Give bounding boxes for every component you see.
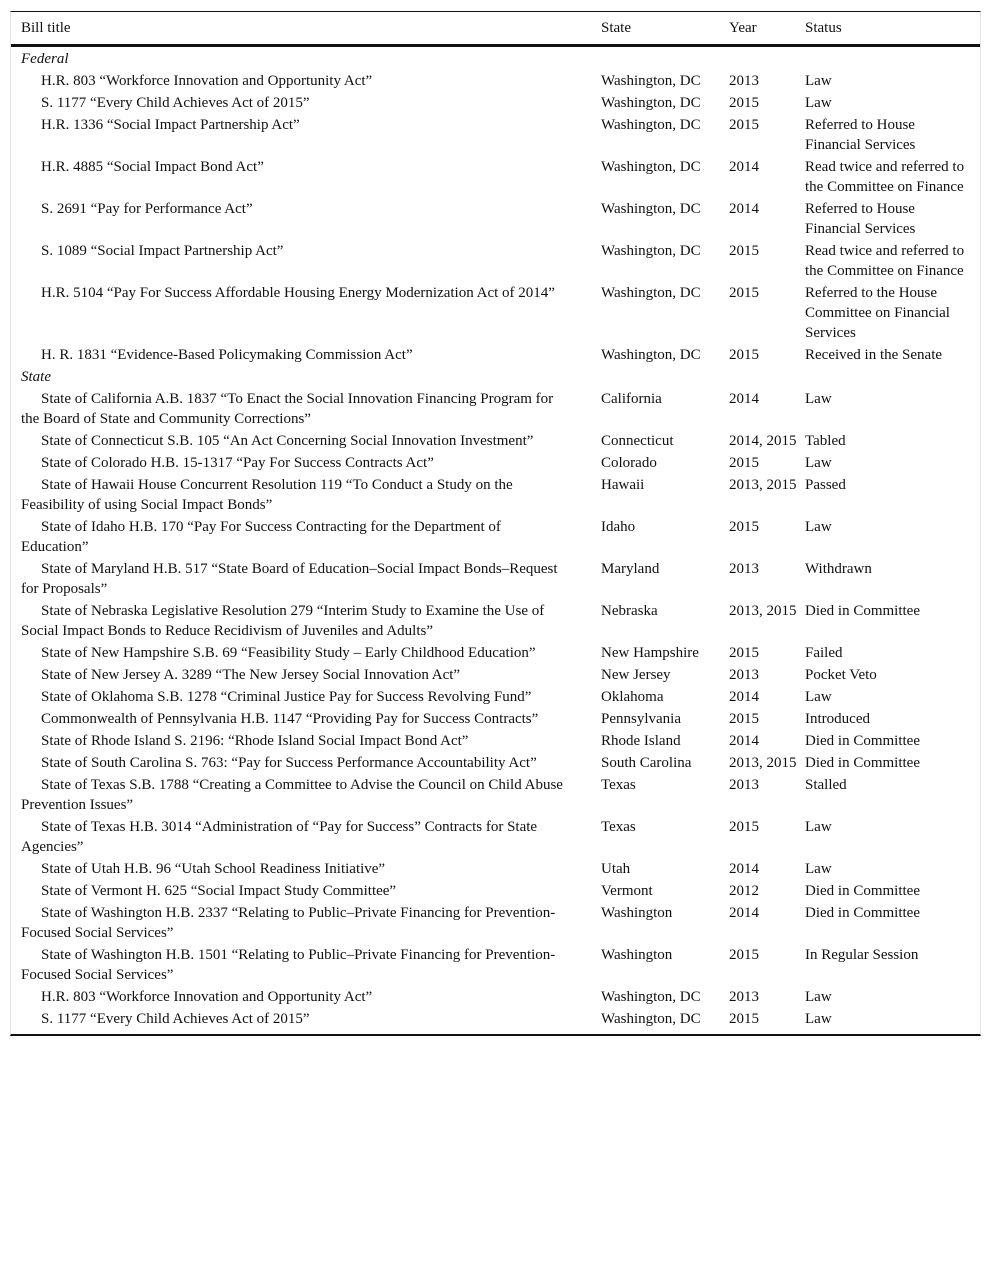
table-row xyxy=(11,70,980,92)
bill-title-cell: State of South Carolina S. 763: “Pay for Success Performance Accountability Act” xyxy=(41,755,537,771)
bill-title-cell: State of Rhode Island S. 2196: “Rhode Island Social Impact Bond Act” xyxy=(41,733,469,749)
state-cell: Maryland xyxy=(601,561,660,577)
bill-title-cell: H. R. 1831 “Evidence-Based Policymaking Commission Act” xyxy=(41,347,413,363)
bill-title-cell: State of Texas H.B. 3014 “Administration of “Pay for Success” Contracts for State Agencies” xyxy=(21,819,538,855)
state-cell: Pennsylvania xyxy=(601,711,681,727)
section-row-state xyxy=(11,366,980,388)
year-cell: 2015 xyxy=(729,819,759,835)
state-cell: Vermont xyxy=(601,883,653,899)
state-cell: Texas xyxy=(601,777,636,793)
state-cell: Washington, DC xyxy=(601,285,701,301)
table-row xyxy=(11,1008,980,1034)
table-row xyxy=(11,114,980,156)
table-row xyxy=(11,816,980,858)
section-label: State xyxy=(21,369,51,385)
table-row xyxy=(11,558,980,600)
table-row xyxy=(11,752,980,774)
table-row xyxy=(11,282,980,344)
year-cell: 2015 xyxy=(729,117,759,133)
state-cell: Washington, DC xyxy=(601,73,701,89)
state-cell: New Hampshire xyxy=(601,645,699,661)
state-cell: Oklahoma xyxy=(601,689,664,705)
state-cell: Washington, DC xyxy=(601,117,701,133)
year-cell: 2014 xyxy=(729,201,759,217)
year-cell: 2013 xyxy=(729,667,759,683)
bill-title-cell: State of Maryland H.B. 517 “State Board of Education–Social Impact Bonds–Request for Proposals” xyxy=(21,561,558,597)
state-cell: Utah xyxy=(601,861,631,877)
state-cell: Colorado xyxy=(601,455,657,471)
year-cell: 2013 xyxy=(729,561,759,577)
table-row xyxy=(11,686,980,708)
year-cell: 2014, 2015 xyxy=(729,433,797,449)
bill-title-cell: State of Connecticut S.B. 105 “An Act Concerning Social Innovation Investment” xyxy=(41,433,534,449)
header-row xyxy=(11,12,980,46)
table-row xyxy=(11,944,980,986)
status-cell: Died in Committee xyxy=(805,755,920,771)
status-cell: Died in Committee xyxy=(805,883,920,899)
state-cell: Washington, DC xyxy=(601,159,701,175)
table-row xyxy=(11,388,980,430)
state-cell: Nebraska xyxy=(601,603,658,619)
bill-title-cell: State of Washington H.B. 1501 “Relating to Public–Private Financing for Prevention-Focused Social Services” xyxy=(21,947,556,983)
table-row xyxy=(11,708,980,730)
table-row xyxy=(11,516,980,558)
table-row xyxy=(11,986,980,1008)
state-cell: Washington, DC xyxy=(601,243,701,259)
section-row-federal xyxy=(11,46,980,71)
status-cell: Failed xyxy=(805,645,843,661)
status-cell: Referred to the House Committee on Financial Services xyxy=(805,285,950,341)
year-cell: 2015 xyxy=(729,285,759,301)
section-label: Federal xyxy=(21,51,69,67)
column-header-bill-title: Bill title xyxy=(11,12,601,46)
status-cell: Stalled xyxy=(805,777,847,793)
year-cell: 2015 xyxy=(729,947,759,963)
year-cell: 2015 xyxy=(729,711,759,727)
bill-title-cell: H.R. 803 “Workforce Innovation and Opportunity Act” xyxy=(41,989,373,1005)
table-row xyxy=(11,642,980,664)
state-cell: Texas xyxy=(601,819,636,835)
table-row xyxy=(11,156,980,198)
year-cell: 2015 xyxy=(729,1011,759,1027)
status-cell: Read twice and referred to the Committee on Finance xyxy=(805,159,965,195)
status-cell: Law xyxy=(805,73,832,89)
bill-title-cell: Commonwealth of Pennsylvania H.B. 1147 “Providing Pay for Success Contracts” xyxy=(41,711,539,727)
bill-title-cell: State of Texas S.B. 1788 “Creating a Committee to Advise the Council on Child Abuse Prevention Issues” xyxy=(21,777,563,813)
bill-title-cell: S. 1177 “Every Child Achieves Act of 2015” xyxy=(41,1011,310,1027)
status-cell: Law xyxy=(805,455,832,471)
table-row xyxy=(11,664,980,686)
bill-title-cell: H.R. 4885 “Social Impact Bond Act” xyxy=(41,159,264,175)
year-cell: 2012 xyxy=(729,883,759,899)
table-row xyxy=(11,880,980,902)
legislation-table-container xyxy=(10,11,981,1036)
state-cell: Washington, DC xyxy=(601,1011,701,1027)
state-cell: Connecticut xyxy=(601,433,674,449)
status-cell: Pocket Veto xyxy=(805,667,877,683)
year-cell: 2015 xyxy=(729,243,759,259)
table-header xyxy=(11,12,980,46)
bill-title-cell: State of Oklahoma S.B. 1278 “Criminal Justice Pay for Success Revolving Fund” xyxy=(41,689,532,705)
year-cell: 2014 xyxy=(729,861,759,877)
year-cell: 2013, 2015 xyxy=(729,755,797,771)
table-row xyxy=(11,198,980,240)
bill-title-cell: State of Hawaii House Concurrent Resolution 119 “To Conduct a Study on the Feasibility of using Social Impact Bonds” xyxy=(21,477,513,513)
bill-title-cell: State of Nebraska Legislative Resolution 279 “Interim Study to Examine the Use of Social Impact Bonds to Reduce Recidivism of Juveniles and Adults” xyxy=(21,603,545,639)
year-cell: 2014 xyxy=(729,391,759,407)
status-cell: Died in Committee xyxy=(805,733,920,749)
year-cell: 2013 xyxy=(729,989,759,1005)
status-cell: Received in the Senate xyxy=(805,347,943,363)
table-row xyxy=(11,92,980,114)
year-cell: 2013, 2015 xyxy=(729,477,797,493)
state-cell: Washington, DC xyxy=(601,347,701,363)
column-header-year: Year xyxy=(729,12,805,46)
state-cell: Hawaii xyxy=(601,477,645,493)
bill-title-cell: H.R. 5104 “Pay For Success Affordable Housing Energy Modernization Act of 2014” xyxy=(41,285,555,301)
table-row xyxy=(11,344,980,366)
year-cell: 2015 xyxy=(729,347,759,363)
year-cell: 2013, 2015 xyxy=(729,603,797,619)
bill-title-cell: State of New Jersey A. 3289 “The New Jersey Social Innovation Act” xyxy=(41,667,461,683)
column-header-state: State xyxy=(601,12,729,46)
table-body xyxy=(11,46,980,1035)
year-cell: 2013 xyxy=(729,73,759,89)
table-row xyxy=(11,240,980,282)
table-row xyxy=(11,858,980,880)
status-cell: Law xyxy=(805,689,832,705)
bill-title-cell: S. 2691 “Pay for Performance Act” xyxy=(41,201,253,217)
bill-title-cell: H.R. 803 “Workforce Innovation and Opportunity Act” xyxy=(41,73,373,89)
state-cell: Rhode Island xyxy=(601,733,681,749)
status-cell: Passed xyxy=(805,477,846,493)
state-cell: Washington, DC xyxy=(601,95,701,111)
table-row xyxy=(11,774,980,816)
state-cell: South Carolina xyxy=(601,755,692,771)
table-row xyxy=(11,730,980,752)
table-row xyxy=(11,600,980,642)
year-cell: 2015 xyxy=(729,519,759,535)
legislation-table xyxy=(11,12,980,1034)
table-row xyxy=(11,430,980,452)
status-cell: Died in Committee xyxy=(805,905,920,921)
status-cell: Read twice and referred to the Committee on Finance xyxy=(805,243,965,279)
state-cell: California xyxy=(601,391,662,407)
status-cell: Law xyxy=(805,519,832,535)
table-row xyxy=(11,452,980,474)
bill-title-cell: State of Colorado H.B. 15-1317 “Pay For Success Contracts Act” xyxy=(41,455,434,471)
bill-title-cell: H.R. 1336 “Social Impact Partnership Act” xyxy=(41,117,300,133)
year-cell: 2014 xyxy=(729,689,759,705)
state-cell: New Jersey xyxy=(601,667,671,683)
table-row xyxy=(11,474,980,516)
status-cell: Referred to House Financial Services xyxy=(805,201,916,237)
status-cell: In Regular Session xyxy=(805,947,919,963)
status-cell: Law xyxy=(805,819,832,835)
status-cell: Referred to House Financial Services xyxy=(805,117,916,153)
year-cell: 2015 xyxy=(729,95,759,111)
status-cell: Introduced xyxy=(805,711,870,727)
bill-title-cell: State of New Hampshire S.B. 69 “Feasibility Study – Early Childhood Education” xyxy=(41,645,536,661)
bill-title-cell: State of Utah H.B. 96 “Utah School Readiness Initiative” xyxy=(41,861,386,877)
column-header-status: Status xyxy=(805,12,980,46)
status-cell: Law xyxy=(805,861,832,877)
state-cell: Washington xyxy=(601,905,673,921)
bill-title-cell: State of Vermont H. 625 “Social Impact Study Committee” xyxy=(41,883,397,899)
state-cell: Idaho xyxy=(601,519,636,535)
status-cell: Law xyxy=(805,1011,832,1027)
status-cell: Law xyxy=(805,989,832,1005)
bill-title-cell: State of California A.B. 1837 “To Enact the Social Innovation Financing Program for the Board of State and Community Corrections” xyxy=(21,391,554,427)
table-row xyxy=(11,902,980,944)
state-cell: Washington, DC xyxy=(601,989,701,1005)
bill-title-cell: S. 1089 “Social Impact Partnership Act” xyxy=(41,243,284,259)
year-cell: 2013 xyxy=(729,777,759,793)
status-cell: Withdrawn xyxy=(805,561,872,577)
year-cell: 2014 xyxy=(729,733,759,749)
bill-title-cell: S. 1177 “Every Child Achieves Act of 2015” xyxy=(41,95,310,111)
year-cell: 2015 xyxy=(729,645,759,661)
status-cell: Law xyxy=(805,95,832,111)
bill-title-cell: State of Washington H.B. 2337 “Relating to Public–Private Financing for Prevention-Focused Social Services” xyxy=(21,905,556,941)
status-cell: Law xyxy=(805,391,832,407)
state-cell: Washington, DC xyxy=(601,201,701,217)
year-cell: 2015 xyxy=(729,455,759,471)
state-cell: Washington xyxy=(601,947,673,963)
year-cell: 2014 xyxy=(729,905,759,921)
bill-title-cell: State of Idaho H.B. 170 “Pay For Success Contracting for the Department of Education” xyxy=(21,519,501,555)
status-cell: Tabled xyxy=(805,433,846,449)
status-cell: Died in Committee xyxy=(805,603,920,619)
year-cell: 2014 xyxy=(729,159,759,175)
